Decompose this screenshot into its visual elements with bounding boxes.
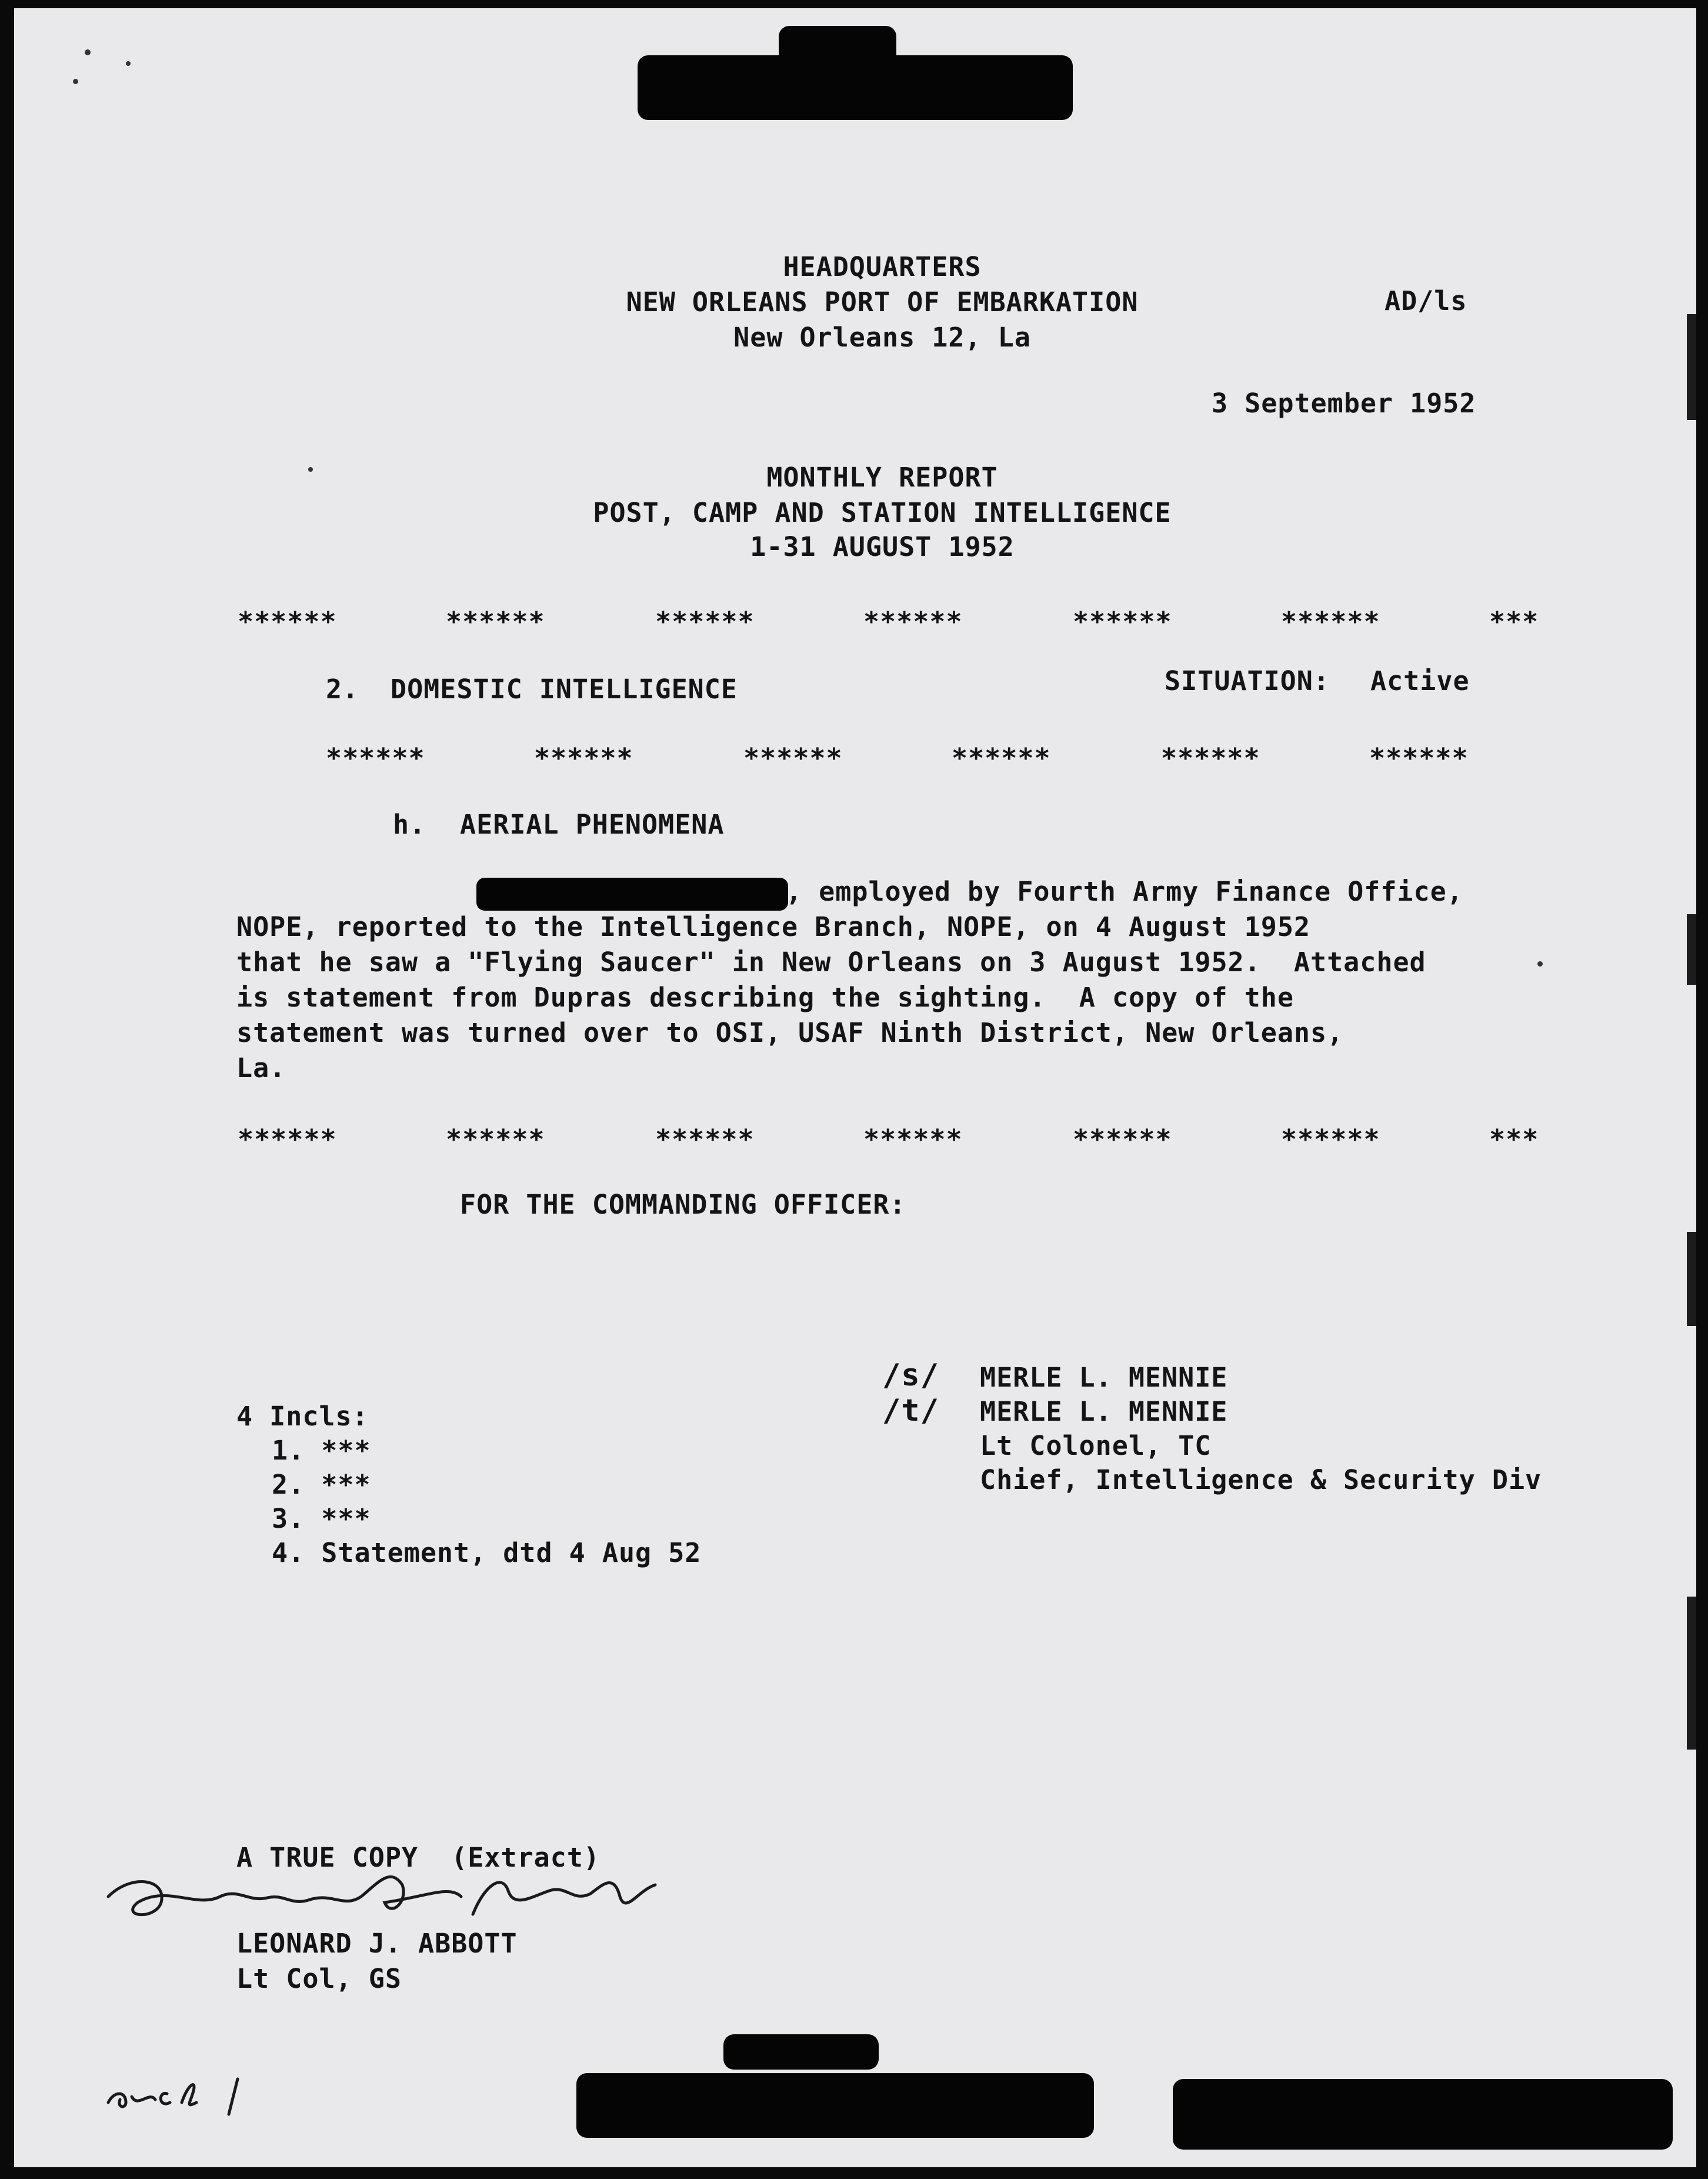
signer-title: Chief, Intelligence & Security Div xyxy=(980,1464,1542,1495)
subsection-letter: h. xyxy=(393,809,426,840)
separator-stars: ****** xyxy=(238,1124,337,1155)
separator-stars: ****** xyxy=(863,606,963,637)
certifier-name: LEONARD J. ABBOTT xyxy=(236,1928,518,1959)
section-number: 2. xyxy=(326,674,359,705)
situation-value: Active xyxy=(1370,665,1470,697)
speck xyxy=(85,49,91,55)
separator-stars: *** xyxy=(1489,606,1539,637)
separator-stars: ****** xyxy=(952,742,1051,774)
separator-stars: ****** xyxy=(1281,1124,1380,1155)
speck xyxy=(1537,961,1543,967)
separator-stars: ****** xyxy=(743,742,843,774)
edge-mark xyxy=(1687,1597,1696,1750)
separator-stars: ****** xyxy=(1161,742,1260,774)
typed-mark: /t/ xyxy=(882,1393,939,1428)
body-line: that he saw a "Flying Saucer" in New Orleans on 3 August 1952. Attached xyxy=(236,947,1426,978)
header-location: New Orleans 12, La xyxy=(733,322,1031,353)
handwritten-signature xyxy=(96,1861,673,1932)
header-headquarters: HEADQUARTERS xyxy=(783,251,982,282)
separator-stars: ****** xyxy=(446,1124,545,1155)
separator-stars: ****** xyxy=(326,742,425,774)
redaction-bottom-left xyxy=(576,2073,1094,2138)
closing-line: FOR THE COMMANDING OFFICER: xyxy=(460,1189,906,1220)
separator-stars: ****** xyxy=(238,606,337,637)
separator-stars: *** xyxy=(1489,1124,1539,1155)
separator-stars: ****** xyxy=(863,1124,963,1155)
header-port: NEW ORLEANS PORT OF EMBARKATION xyxy=(626,286,1139,318)
edge-mark xyxy=(1687,314,1696,420)
subsection-title: AERIAL PHENOMENA xyxy=(460,809,725,840)
signer-name-signed: MERLE L. MENNIE xyxy=(980,1362,1228,1393)
report-title: MONTHLY REPORT xyxy=(766,462,998,493)
report-date: 3 September 1952 xyxy=(1212,388,1476,419)
body-line: NOPE, reported to the Intelligence Branch, NOPE, on 4 August 1952 xyxy=(236,911,1310,942)
reference-code: AD/ls xyxy=(1385,285,1467,316)
speck xyxy=(308,467,313,472)
report-period: 1-31 AUGUST 1952 xyxy=(750,531,1015,562)
certifier-rank: Lt Col, GS xyxy=(236,1963,402,1994)
body-line: is statement from Dupras describing the sighting. A copy of the xyxy=(236,982,1294,1013)
inclosure-item: 3. *** xyxy=(272,1503,371,1534)
separator-stars: ****** xyxy=(534,742,633,774)
document-page xyxy=(14,8,1696,2167)
inclosure-item: 1. *** xyxy=(272,1435,371,1466)
handwritten-note xyxy=(102,2067,314,2120)
redaction-bottom-right xyxy=(1173,2079,1673,2150)
separator-stars: ****** xyxy=(655,1124,755,1155)
section-title: DOMESTIC INTELLIGENCE xyxy=(391,674,738,705)
inclosure-item: 4. Statement, dtd 4 Aug 52 xyxy=(272,1537,702,1568)
redaction-top xyxy=(638,55,1073,120)
separator-stars: ****** xyxy=(446,606,545,637)
situation-label: SITUATION: xyxy=(1165,665,1330,697)
edge-mark xyxy=(1687,1232,1696,1326)
true-copy-line: A TRUE COPY (Extract) xyxy=(236,1842,601,1873)
edge-mark xyxy=(1687,914,1696,985)
body-line: statement was turned over to OSI, USAF Ninth District, New Orleans, xyxy=(236,1017,1344,1048)
body-line: La. xyxy=(236,1052,286,1084)
signer-name-typed: MERLE L. MENNIE xyxy=(980,1396,1228,1427)
separator-stars: ****** xyxy=(1369,742,1469,774)
signed-mark: /s/ xyxy=(882,1358,939,1393)
separator-stars: ****** xyxy=(1281,606,1380,637)
signer-rank: Lt Colonel, TC xyxy=(980,1430,1212,1461)
inclosure-item: 2. *** xyxy=(272,1469,371,1500)
redaction-name xyxy=(476,878,788,911)
body-line: , employed by Fourth Army Finance Office, xyxy=(786,876,1463,907)
speck xyxy=(73,79,78,84)
report-subtitle: POST, CAMP AND STATION INTELLIGENCE xyxy=(593,497,1172,528)
separator-stars: ****** xyxy=(1073,606,1172,637)
speck xyxy=(126,61,131,66)
redaction-bottom-small xyxy=(723,2034,879,2070)
separator-stars: ****** xyxy=(655,606,755,637)
inclosures-heading: 4 Incls: xyxy=(236,1401,369,1432)
separator-stars: ****** xyxy=(1073,1124,1172,1155)
